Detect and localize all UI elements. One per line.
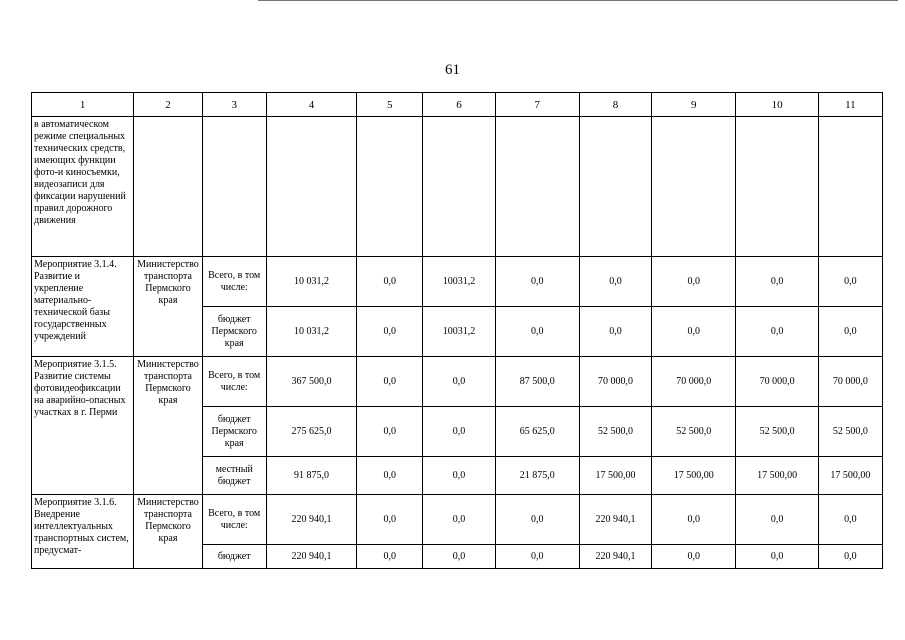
value-cell: 0,0: [818, 495, 882, 545]
column-header: 11: [818, 93, 882, 117]
value-cell: 220 940,1: [266, 495, 356, 545]
measure-description: Мероприятие 3.1.6. Внедрение интеллектуальных транспортных систем, предусмат-: [32, 495, 134, 569]
funding-source: Всего, в том числе:: [202, 257, 266, 307]
funding-source: бюджет: [202, 545, 266, 569]
value-cell: 0,0: [736, 495, 818, 545]
executor: Министерство транспорта Пермского края: [134, 257, 202, 357]
executor: Министерство транспорта Пермского края: [134, 357, 202, 495]
value-cell: 0,0: [818, 545, 882, 569]
value-cell: 52 500,0: [579, 407, 651, 457]
value-cell: 10 031,2: [266, 257, 356, 307]
column-header: 6: [423, 93, 495, 117]
funding-source: Всего, в том числе:: [202, 495, 266, 545]
value-cell: 0,0: [423, 495, 495, 545]
funding-source: бюджет Пермского края: [202, 407, 266, 457]
value-cell: 220 940,1: [579, 495, 651, 545]
value-cell: 0,0: [357, 307, 423, 357]
top-rule: [258, 0, 898, 1]
value-cell: 17 500,00: [818, 457, 882, 495]
value-cell: 0,0: [357, 545, 423, 569]
value-cell: 0,0: [818, 307, 882, 357]
column-header: 10: [736, 93, 818, 117]
table-cell: [736, 117, 818, 257]
value-cell: 0,0: [357, 357, 423, 407]
column-header: 4: [266, 93, 356, 117]
column-header: 9: [652, 93, 736, 117]
table-cell: [134, 117, 202, 257]
value-cell: 0,0: [495, 495, 579, 545]
table-cell: [357, 117, 423, 257]
table-cell: [818, 117, 882, 257]
column-header: 1: [32, 93, 134, 117]
table-cell: [266, 117, 356, 257]
table-cell: [202, 117, 266, 257]
column-header: 3: [202, 93, 266, 117]
value-cell: 0,0: [357, 495, 423, 545]
value-cell: 0,0: [495, 545, 579, 569]
value-cell: 0,0: [423, 545, 495, 569]
value-cell: 70 000,0: [736, 357, 818, 407]
page-number: 61: [445, 62, 460, 78]
value-cell: 10 031,2: [266, 307, 356, 357]
value-cell: 220 940,1: [266, 545, 356, 569]
value-cell: 0,0: [579, 307, 651, 357]
column-header: 8: [579, 93, 651, 117]
value-cell: 52 500,0: [652, 407, 736, 457]
value-cell: 10031,2: [423, 307, 495, 357]
value-cell: 0,0: [357, 407, 423, 457]
value-cell: 17 500,00: [652, 457, 736, 495]
continuation-text: в автоматическом режиме специальных технических средств, имеющих функции фото-и киносъемки, видеозаписи для фиксации нарушений правил дорожного движения: [32, 117, 134, 257]
value-cell: 0,0: [423, 457, 495, 495]
value-cell: 91 875,0: [266, 457, 356, 495]
value-cell: 220 940,1: [579, 545, 651, 569]
table-row: [32, 257, 883, 307]
measure-description: Мероприятие 3.1.4. Развитие и укрепление материально-технической базы государственных учреждений: [32, 257, 134, 357]
value-cell: 0,0: [357, 257, 423, 307]
table-cell: [579, 117, 651, 257]
table-row: [32, 357, 883, 407]
value-cell: 0,0: [423, 407, 495, 457]
funding-source: бюджет Пермского края: [202, 307, 266, 357]
budget-table: [31, 92, 883, 569]
value-cell: 70 000,0: [579, 357, 651, 407]
value-cell: 0,0: [652, 307, 736, 357]
measure-description: Мероприятие 3.1.5. Развитие системы фотовидеофиксации на аварийно-опасных участках в г. Перми: [32, 357, 134, 495]
funding-source: местный бюджет: [202, 457, 266, 495]
value-cell: 0,0: [357, 457, 423, 495]
executor: Министерство транспорта Пермского края: [134, 495, 202, 569]
value-cell: 70 000,0: [652, 357, 736, 407]
value-cell: 70 000,0: [818, 357, 882, 407]
value-cell: 0,0: [495, 257, 579, 307]
value-cell: 0,0: [652, 545, 736, 569]
table-cell: [423, 117, 495, 257]
value-cell: 0,0: [736, 257, 818, 307]
header-row: [32, 93, 883, 117]
table-cell: [495, 117, 579, 257]
value-cell: 21 875,0: [495, 457, 579, 495]
value-cell: 17 500,00: [736, 457, 818, 495]
value-cell: 0,0: [579, 257, 651, 307]
value-cell: 17 500,00: [579, 457, 651, 495]
table-cell: [652, 117, 736, 257]
value-cell: 0,0: [818, 257, 882, 307]
value-cell: 0,0: [736, 307, 818, 357]
value-cell: 10031,2: [423, 257, 495, 307]
value-cell: 367 500,0: [266, 357, 356, 407]
table-row: [32, 117, 883, 257]
funding-source: Всего, в том числе:: [202, 357, 266, 407]
value-cell: 0,0: [423, 357, 495, 407]
value-cell: 0,0: [736, 545, 818, 569]
value-cell: 275 625,0: [266, 407, 356, 457]
value-cell: 87 500,0: [495, 357, 579, 407]
value-cell: 0,0: [652, 257, 736, 307]
value-cell: 52 500,0: [818, 407, 882, 457]
table-row: [32, 495, 883, 545]
value-cell: 0,0: [652, 495, 736, 545]
value-cell: 65 625,0: [495, 407, 579, 457]
column-header: 2: [134, 93, 202, 117]
column-header: 5: [357, 93, 423, 117]
value-cell: 52 500,0: [736, 407, 818, 457]
value-cell: 0,0: [495, 307, 579, 357]
column-header: 7: [495, 93, 579, 117]
